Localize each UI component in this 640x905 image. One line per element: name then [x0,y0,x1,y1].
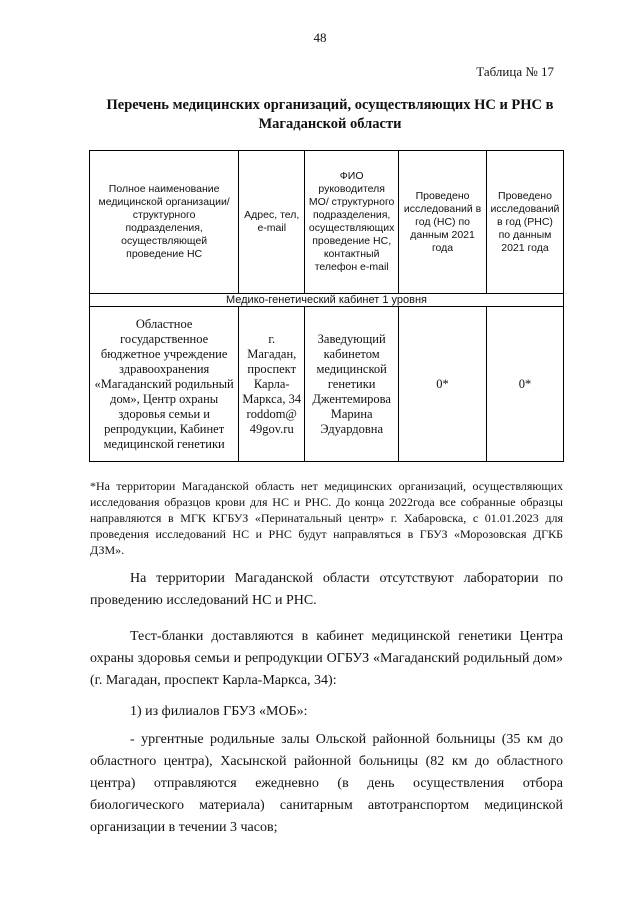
table-label: Таблица № 17 [476,64,554,79]
organizations-table [89,150,564,462]
header-ns-count: Проведено исследований в год (НС) по данным 2021 года [399,151,487,294]
document-title: Перечень медицинских организаций, осуществляющих НС и РНС в Магаданской области [106,97,554,132]
cell-head: Заведующий кабинетом медицинской генетики Джентемирова Марина Эдуардовна [305,307,399,462]
cell-address: г. Магадан, проспект Карла-Маркса, 34 roddom@ 49gov.ru [239,307,305,462]
table-footnote: *На территории Магаданской область нет медицинских организаций, осуществляющих исследования образцов крови для НС и РНС. До конца 2022года все собранные образцы направляются в МГК КГБУЗ «Перинатальный центр» г. Хабаровска, с 01.01.2023 для проведения исследований НС и РНС будут направляться в ГБУЗ «Морозовская ДГКБ ДЗМ». [90,479,563,557]
header-organization: Полное наименование медицинской организации/структурного подразделения, осуществляющей проведение НС [90,151,239,294]
cell-organization: Областное государственное бюджетное учреждение здравоохранения «Магаданский родильный дом», Центр охраны здоровья семьи и репродукции, Кабинет медицинской генетики [90,307,239,462]
cell-rns-count: 0* [486,307,563,462]
section-label: Медико-генетический кабинет 1 уровня [90,294,564,307]
page-number: 48 [313,30,327,45]
table-row [90,307,564,462]
header-rns-count: Проведено исследований в год (РНС) по данным 2021 года [486,151,563,294]
paragraph-urgent-wards: - ургентные родильные залы Ольской районной больницы (35 км до областного центра), Хасынской районной больницы (82 км до областного центра) отправляются ежедневно (в день осуществления отбора биологического материала) санитарным автотранспортом медицинской организации в течении 3 часов; [90,732,563,835]
header-head: ФИО руководителя МО/ структурного подразделения, осуществляющих проведение НС, контактный телефон e-mail [305,151,399,294]
table-header-row [90,151,564,294]
cell-ns-count: 0* [399,307,487,462]
header-address: Адрес, тел, e-mail [239,151,305,294]
paragraph-delivery: Тест-бланки доставляются в кабинет медицинской генетики Центра охраны здоровья семьи и репродукции ОГБУЗ «Магаданский родильный дом» (г. Магадан, проспект Карла-Маркса, 34): [90,629,563,688]
paragraph-laboratories: На территории Магаданской области отсутствуют лаборатории по проведению исследований НС и РНС. [90,571,563,608]
table-section-row [90,294,564,307]
paragraph-list-item: 1) из филиалов ГБУЗ «МОБ»: [130,704,308,719]
